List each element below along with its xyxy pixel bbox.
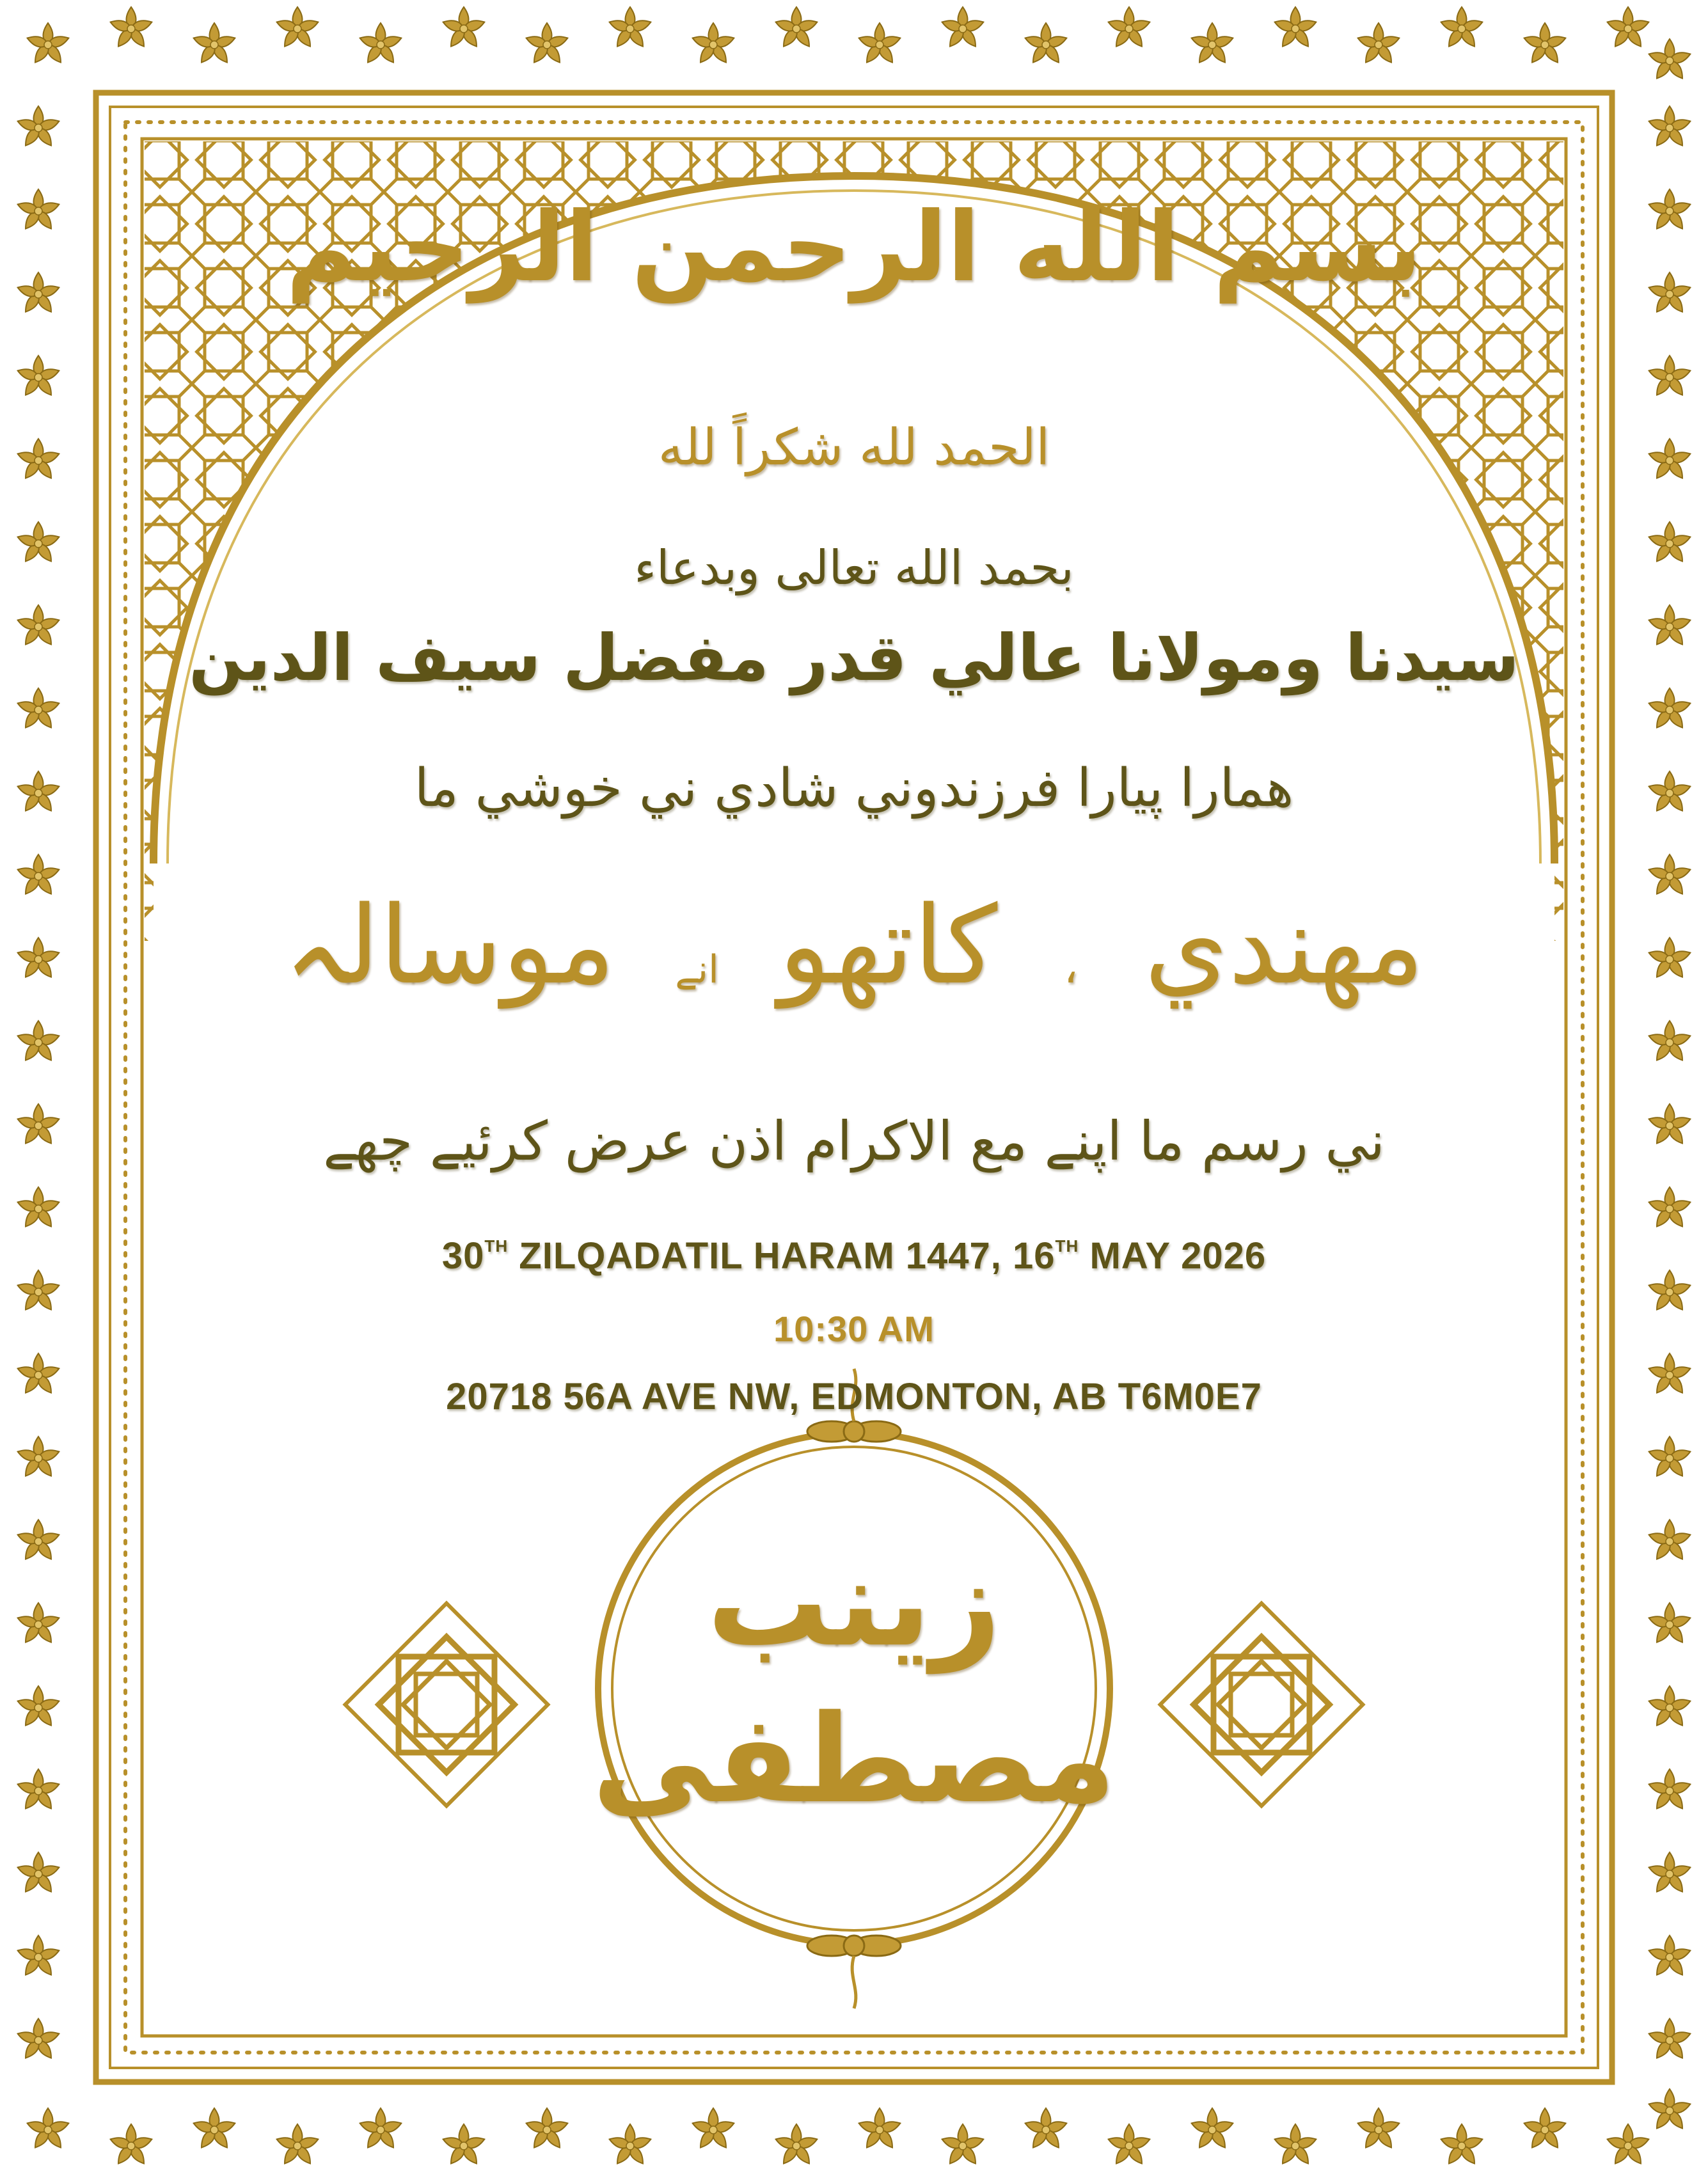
event-musalla: موسالہ <box>283 883 615 1008</box>
family-occasion-line: همارا پيارا فرزندوني شادي ني خوشي ما <box>414 758 1294 819</box>
intro-line: بحمد الله تعالى وبدعاء <box>634 540 1074 595</box>
event-kathu: كاتهو <box>779 883 998 1008</box>
hijri-day: 30 <box>441 1235 485 1277</box>
event-separator: ، <box>1063 941 1079 993</box>
event-mehendi: مهندي <box>1144 883 1425 1008</box>
hijri-day-suffix: TH <box>484 1236 509 1256</box>
hijri-date-rest: ZILQADATIL HARAM 1447, 16 <box>508 1235 1056 1277</box>
emblem-name-line1: زينب <box>707 1532 1001 1673</box>
bismillah-calligraphy: بسم الله الرحمن الرحيم <box>286 192 1422 303</box>
event-connector: انے <box>675 947 719 992</box>
event-names-row <box>0 883 1708 1008</box>
event-date <box>0 1234 1708 1277</box>
request-line: ني رسم ما اپنے مع الاكرام اذن عرض كرئيے چھے <box>323 1110 1385 1172</box>
event-time: 10:30 AM <box>773 1309 935 1349</box>
event-address: 20718 56A AVE NW, EDMONTON, AB T6M0E7 <box>446 1376 1262 1417</box>
syedna-name-line: سيدنا ومولانا عالي قدر مفضل سيف الدين <box>189 620 1519 695</box>
gregorian-day-suffix: TH <box>1055 1236 1079 1256</box>
alhamdulillah-text: الحمد لله شكراً لله <box>658 419 1050 477</box>
gregorian-date-rest: MAY 2026 <box>1079 1235 1267 1277</box>
emblem-name-line2: مصطفى <box>592 1689 1116 1830</box>
